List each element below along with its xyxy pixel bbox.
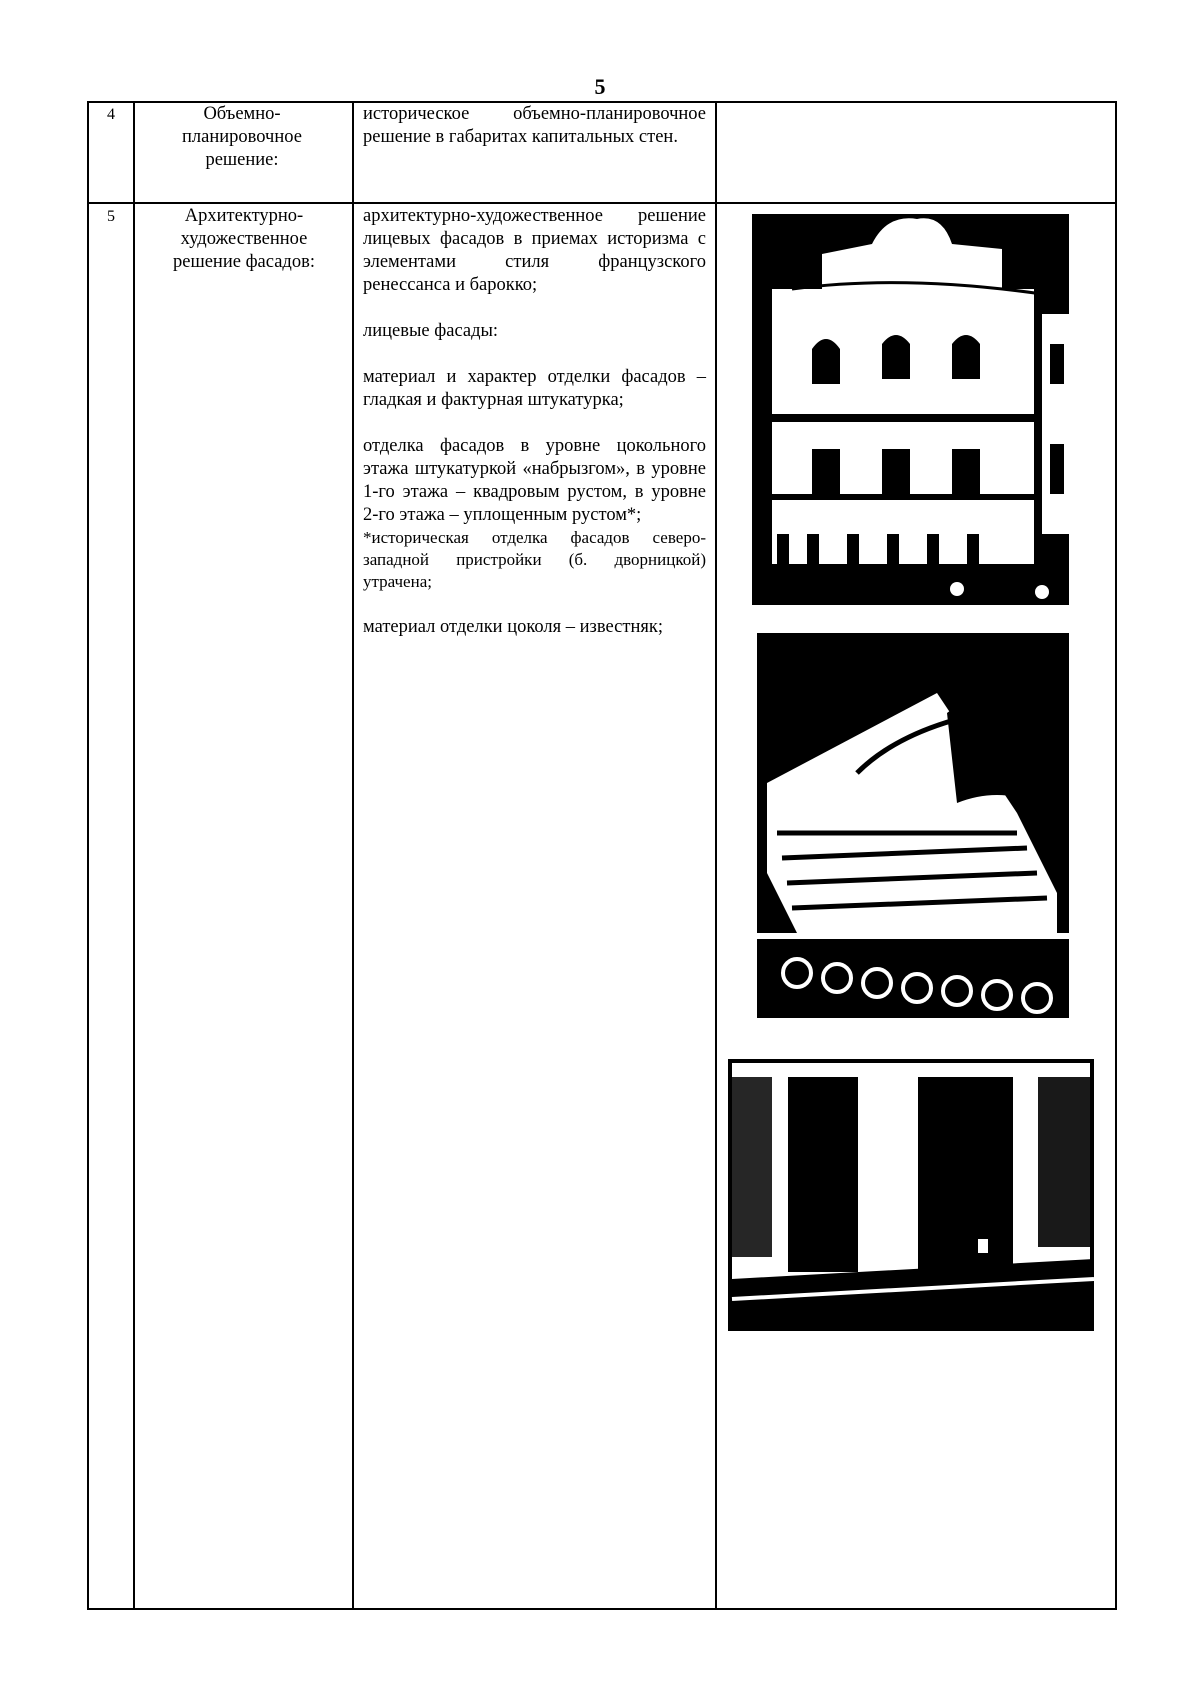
facade-photo	[752, 214, 1069, 605]
column-divider	[715, 101, 717, 1610]
table-border-bottom	[87, 1608, 1117, 1610]
row-description	[363, 205, 706, 639]
description-paragraph: архитектурно-художественное решение лицевых фасадов в приемах историзма с элементами стиля французского ренессанса и барокко;	[363, 206, 706, 295]
row-label: Архитектурно-художественное решение фасадов:	[173, 206, 315, 272]
doorways-photo	[728, 1059, 1094, 1331]
row-number: 4	[107, 106, 115, 123]
heritage-table	[87, 101, 1117, 1610]
row-divider	[87, 202, 1117, 204]
column-divider	[352, 101, 354, 1610]
table-border-left	[87, 101, 89, 1610]
description-paragraph: материал отделки цоколя – известняк;	[363, 617, 663, 637]
description-paragraph: историческое объемно-планировочное решение в габаритах капитальных стен.	[363, 104, 706, 147]
description-footnote: *историческая отделка фасадов северо-западной пристройки (б. дворницкой) утрачена;	[363, 528, 706, 591]
page-number: 5	[594, 74, 606, 99]
row-number: 5	[107, 208, 115, 225]
row-description	[363, 103, 706, 149]
description-paragraph: лицевые фасады:	[363, 321, 499, 341]
column-divider	[133, 101, 135, 1610]
row-label: Объемно-планировочное решение:	[182, 104, 302, 170]
description-paragraph: отделка фасадов в уровне цокольного этажа штукатуркой «набрызгом», в уровне 1-го этажа – квадровым рустом, в уровне 2-го этажа – уплощенным рустом*;	[363, 436, 706, 525]
balcony-railing-photo	[757, 633, 1069, 1035]
table-border-right	[1115, 101, 1117, 1610]
description-paragraph: материал и характер отделки фасадов – гладкая и фактурная штукатурка;	[363, 367, 706, 410]
